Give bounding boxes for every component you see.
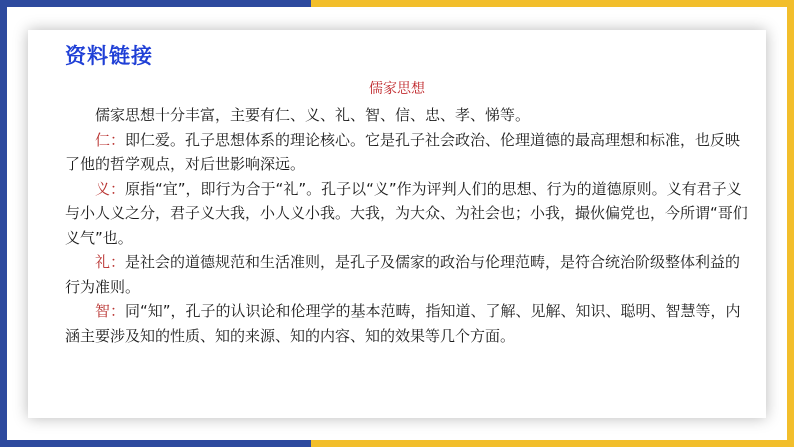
paragraph-li-key: 礼： bbox=[95, 253, 126, 271]
paragraph-zhi bbox=[65, 299, 755, 348]
paragraph-ren-key: 仁： bbox=[95, 130, 126, 149]
paragraph-ren-text: 即仁爱。孔子思想体系的理论核心。它是孔子社会政治、伦理道德的最高理想和标准，也反映了他的哲学观点，对后世影响深远。 bbox=[65, 130, 741, 173]
paragraph-yi-key: 义： bbox=[95, 179, 126, 198]
slide-body bbox=[65, 103, 755, 348]
frame-bottom-yellow bbox=[311, 440, 794, 447]
frame-bottom-blue bbox=[0, 440, 311, 447]
paragraph-zhi-text: 同“知”，孔子的认识论和伦理学的基本范畴，指知道、了解、见解、知识、聪明、智慧等，内涵主要涉及知的性质、知的来源、知的内容、知的效果等几个方面。 bbox=[65, 302, 741, 345]
slide-heading: 资料链接 bbox=[65, 44, 153, 68]
paragraph-zhi-key: 智： bbox=[95, 302, 126, 320]
slide-subtitle: 儒家思想 bbox=[369, 81, 425, 97]
frame-left-blue bbox=[0, 7, 7, 447]
paragraph-intro-text: 儒家思想十分丰富，主要有仁、义、礼、智、信、忠、孝、悌等。 bbox=[95, 106, 531, 124]
paragraph-intro bbox=[65, 103, 755, 128]
frame-right-yellow bbox=[787, 7, 794, 447]
frame-top-yellow bbox=[311, 0, 794, 7]
paragraph-ren bbox=[65, 128, 755, 177]
paragraph-li bbox=[65, 250, 755, 299]
paragraph-li-text: 是社会的道德规范和生活准则，是孔子及儒家的政治与伦理范畴，是符合统治阶级整体利益的行为准则。 bbox=[65, 253, 741, 296]
paragraph-yi-text: 原指“宜”，即行为合于“礼”。孔子以“义”作为评判人们的思想、行为的道德原则。义有君子义与小人义之分，君子义大我，小人义小我。大我，为大众、为社会也；小我，撮伙偏党也，今所谓“哥们义气”也。 bbox=[65, 179, 748, 247]
frame-top-blue bbox=[0, 0, 311, 7]
paragraph-yi bbox=[65, 177, 755, 251]
